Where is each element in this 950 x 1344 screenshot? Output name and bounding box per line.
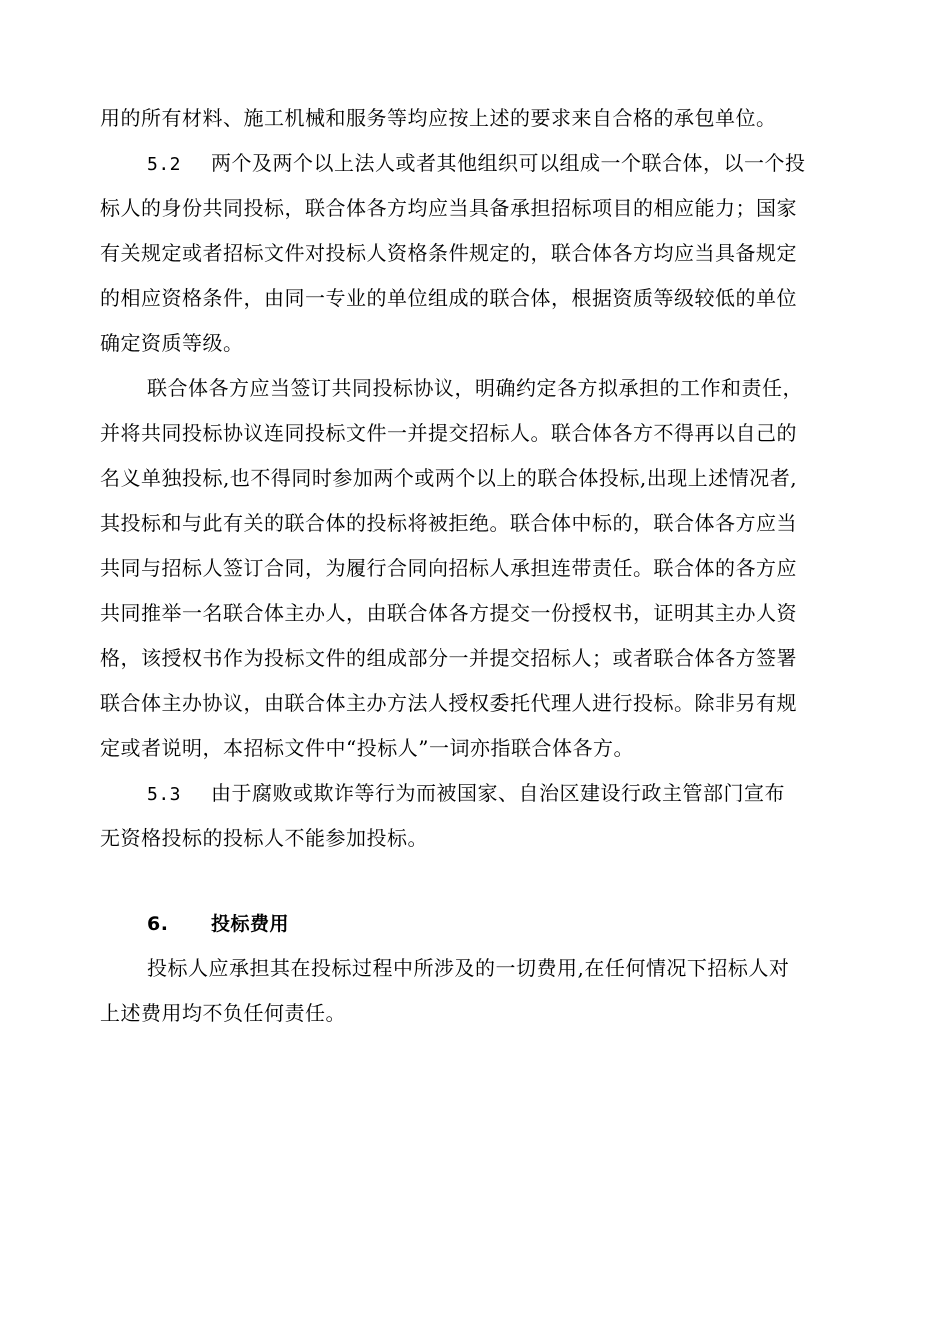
consortium-line-5: 共同与招标人签订合同，为履行合同向招标人承担连带责任。联合体的各方应 xyxy=(100,556,797,580)
consortium-line-8: 联合体主办协议，由联合体主办方法人授权委托代理人进行投标。除非另有规 xyxy=(100,691,797,715)
consortium-line-3: 名义单独投标,也不得同时参加两个或两个以上的联合体投标,出现上述情况者, xyxy=(100,466,798,490)
section-6-title: 投标费用 xyxy=(211,913,290,935)
section-5-2-line-2: 标人的身份共同投标，联合体各方均应当具备承担招标项目的相应能力；国家 xyxy=(100,196,797,220)
section-6-heading xyxy=(147,908,289,939)
section-6-line-2: 上述费用均不负任何责任。 xyxy=(100,1001,346,1025)
section-5-3-line-1: 由于腐败或欺诈等行为而被国家、自治区建设行政主管部门宣布 xyxy=(211,781,785,805)
consortium-line-9: 定或者说明，本招标文件中“投标人”一词亦指联合体各方。 xyxy=(100,736,634,760)
section-5-3-first-line xyxy=(147,778,785,810)
section-number-5-2: 5.2 xyxy=(147,154,182,175)
section-5-2-line-4: 的相应资格条件，由同一专业的单位组成的联合体，根据资质等级较低的单位 xyxy=(100,286,797,310)
consortium-line-7: 格，该授权书作为投标文件的组成部分一并提交招标人；或者联合体各方签署 xyxy=(100,646,797,670)
paragraph-intro-line-1: 用的所有材料、施工机械和服务等均应按上述的要求来自合格的承包单位。 xyxy=(100,106,777,130)
section-5-2-first-line xyxy=(147,148,806,180)
consortium-line-1: 联合体各方应当签订共同投标协议，明确约定各方拟承担的工作和责任， xyxy=(147,376,803,400)
consortium-line-6: 共同推举一名联合体主办人，由联合体各方提交一份授权书，证明其主办人资 xyxy=(100,601,797,625)
section-6-line-1: 投标人应承担其在投标过程中所涉及的一切费用,在任何情况下招标人对 xyxy=(147,956,790,980)
section-5-3-line-2: 无资格投标的投标人不能参加投标。 xyxy=(100,826,428,850)
section-number-5-3: 5.3 xyxy=(147,784,182,805)
consortium-line-4: 其投标和与此有关的联合体的投标将被拒绝。联合体中标的，联合体各方应当 xyxy=(100,511,797,535)
section-number-6: 6. xyxy=(147,913,169,935)
section-5-2-line-5: 确定资质等级。 xyxy=(100,331,244,355)
section-5-2-line-1: 两个及两个以上法人或者其他组织可以组成一个联合体，以一个投 xyxy=(211,151,806,175)
section-5-2-line-3: 有关规定或者招标文件对投标人资格条件规定的，联合体各方均应当具备规定 xyxy=(100,241,797,265)
consortium-line-2: 并将共同投标协议连同投标文件一并提交招标人。联合体各方不得再以自己的 xyxy=(100,421,797,445)
